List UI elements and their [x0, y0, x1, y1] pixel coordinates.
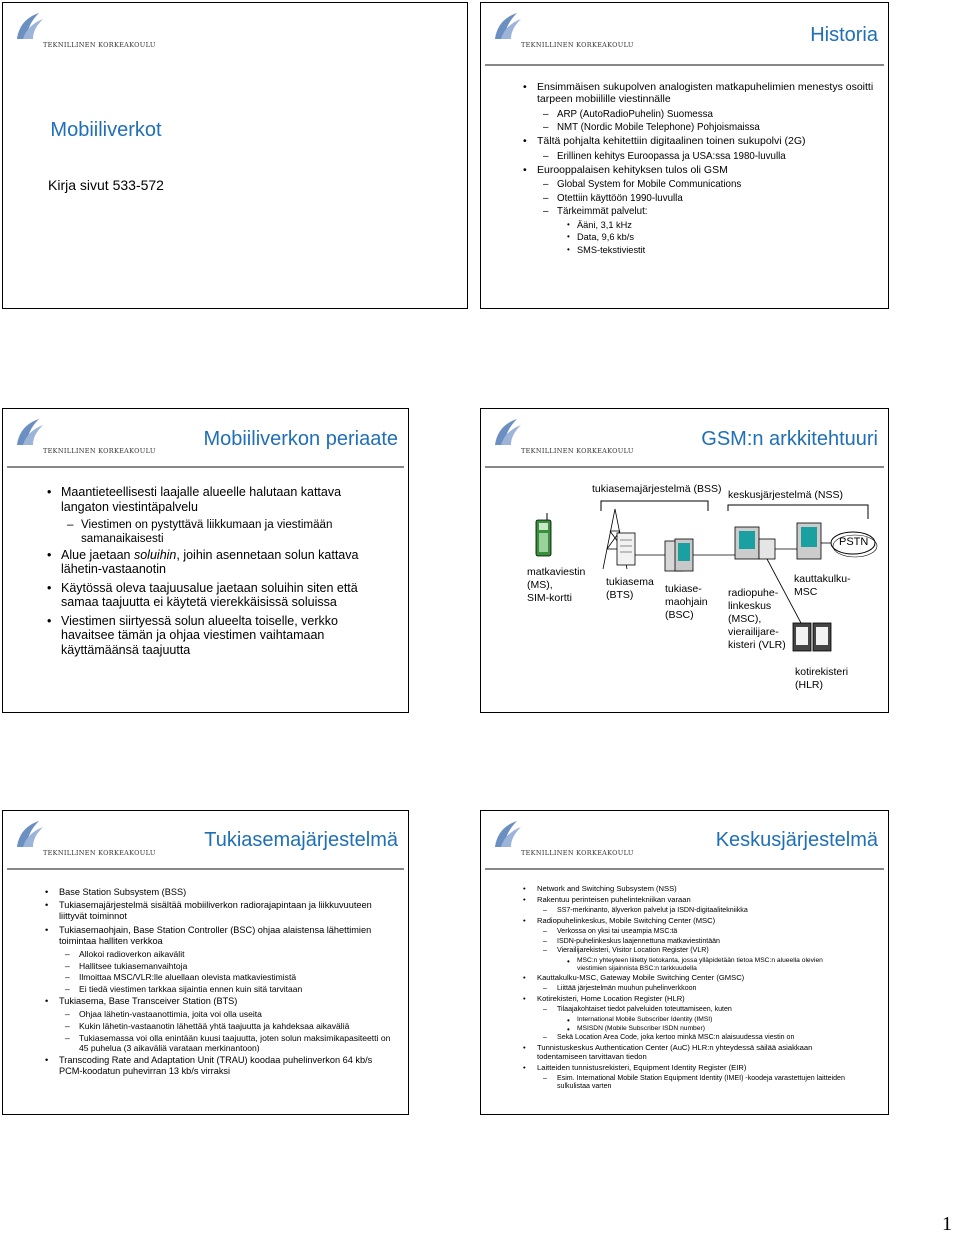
- bullet-level-2: – Tukiasemassa voi olla enintään kuusi taajuutta, joten solun maksimikapasiteetti on 45 puhelua (3 aikaväliä varataan merkinantoon): [79, 1033, 392, 1053]
- hlr-label: [795, 666, 848, 692]
- bullet-level-1: • Tältä pohjalta kehitettiin digitaalinen toinen sukupolvi (2G): [537, 135, 878, 147]
- pstn-label: PSTN: [839, 536, 869, 548]
- bullet-level-3: • International Mobile Subscriber Identity (IMSI): [577, 1016, 852, 1024]
- nss-label: keskusjärjestelmä (NSS): [728, 489, 843, 501]
- logo-text: TEKNILLINEN KORKEAKOULU: [43, 41, 156, 49]
- bts-cabinet-icon: [617, 533, 635, 565]
- logo-flame-icon: [491, 819, 525, 853]
- label-line: (MSC),: [728, 613, 762, 625]
- bullet-level-1: • Ensimmäisen sukupolven analogisten matkapuhelimien menestys osoitti tarpeen mobiilille viestinnälle: [537, 81, 878, 106]
- label-line: maohjain: [665, 596, 708, 608]
- bullet-list: [61, 485, 388, 661]
- bss-label: tukiasemajärjestelmä (BSS): [592, 483, 722, 495]
- title-divider: [7, 466, 404, 468]
- bullet-level-3: • SMS-tekstiviestit: [577, 245, 878, 256]
- bullet-level-2: – ARP (AutoRadioPuhelin) Suomessa: [557, 109, 878, 121]
- slide-title: Tukiasemajärjestelmä: [204, 829, 398, 851]
- logo-text: TEKNILLINEN KORKEAKOULU: [43, 849, 156, 857]
- bullet-level-3: • MSC:n yhteyteen liitetty tietokanta, jossa ylläpidetään tietoa MSC:n alueella olevien viestimien sijainnista BSC:n tarkkuudella: [577, 957, 852, 973]
- title-divider: [485, 64, 884, 66]
- bullet-level-1: • Tukiasemajärjestelmä sisältää mobiiliverkon radiorajapintaan ja liikkuvuuteen liittyvät toiminnot: [59, 900, 392, 922]
- page-number: 1: [942, 1213, 952, 1235]
- label-line: matkaviestin: [527, 566, 586, 578]
- bullet-level-2: – Tärkeimmät palvelut:: [557, 206, 878, 218]
- bullet-level-1: • Laitteiden tunnistusrekisteri, Equipment Identity Register (EIR): [537, 1064, 852, 1073]
- logo-text: TEKNILLINEN KORKEAKOULU: [43, 447, 156, 455]
- label-line: MSC: [794, 586, 818, 598]
- title-divider: [485, 868, 884, 870]
- logo-text: TEKNILLINEN KORKEAKOULU: [521, 849, 634, 857]
- bullet-level-1: • Maantieteellisesti laajalle alueelle halutaan kattava langaton viestintäpalvelu: [61, 485, 388, 515]
- slide-title: GSM:n arkkitehtuuri: [701, 428, 878, 450]
- bullet-list: [59, 887, 392, 1079]
- slide-title: Mobiiliverkot: [50, 119, 162, 141]
- slide-keskusjarjestelma: [480, 810, 889, 1115]
- slide-title: Keskusjärjestelmä: [715, 829, 878, 851]
- label-line: kisteri (VLR): [728, 639, 786, 651]
- bullet-level-1: • Kotirekisteri, Home Location Register (HLR): [537, 995, 852, 1004]
- bullet-level-2: – Sekä Location Area Code, joka kertoo minkä MSC:n alaisuudessa viestin on: [557, 1034, 852, 1042]
- slide-mobiiliverkot: [2, 2, 468, 309]
- mobile-phone-icon: [536, 513, 551, 556]
- bullet-level-2: – Hallitsee tukiasemanvaihtoja: [79, 961, 392, 971]
- bullet-level-2: – NMT (Nordic Mobile Telephone) Pohjoismaissa: [557, 122, 878, 134]
- slide-mobiiliverkon-periaate: [2, 408, 409, 713]
- bullet-level-2: – Verkossa on yksi tai useampia MSC:tä: [557, 928, 852, 936]
- bullet-level-3: • Data, 9,6 kb/s: [577, 232, 878, 243]
- bullet-list: [537, 81, 878, 258]
- bullet-level-2: – Esim. International Mobile Station Equipment Identity (IMEI) -koodeja varastettujen laitteiden sulkulistaa varten: [557, 1075, 852, 1092]
- bsc-label: [665, 583, 708, 622]
- bullet-level-1: • Käytössä oleva taajuusalue jaetaan soluihin siten että samaa taajuutta ei käytetä vierekkäisissä soluissa: [61, 581, 388, 611]
- bullet-level-1: • Kauttakulku-MSC, Gateway Mobile Switching Center (GMSC): [537, 974, 852, 983]
- logo-flame-icon: [13, 417, 47, 451]
- logo-flame-icon: [491, 11, 525, 45]
- msc-cabinet-icon: [735, 527, 775, 559]
- bullet-level-2: – ISDN-puhelinkeskus laajennettuna matkaviestintään: [557, 938, 852, 946]
- bullet-level-2: – Erillinen kehitys Euroopassa ja USA:ssa 1980-luvulla: [557, 151, 878, 163]
- slide-title: Mobiiliverkon periaate: [203, 428, 398, 450]
- bullet-text: , joihin asennetaan solun kattava lähetin-vastaanotin: [61, 547, 359, 577]
- label-line: SIM-kortti: [527, 592, 572, 604]
- logo-flame-icon: [13, 11, 47, 45]
- bullet-level-1: • Rakentuu perinteisen puhelintekniikan varaan: [537, 896, 852, 905]
- bullet-level-1: • Tukiasemaohjain, Base Station Controller (BSC) ohjaa alaistensa lähettimien toimintaa halliten verkkoa: [59, 925, 392, 947]
- bullet-level-2: – Viestimen on pystyttävä liikkumaan ja viestimään samanaikaisesti: [81, 518, 388, 545]
- slide-subtitle: Kirja sivut 533-572: [48, 177, 164, 193]
- slide-gsm-arkkitehtuuri: [480, 408, 889, 713]
- university-logo: [13, 819, 156, 863]
- bullet-level-2: – Kukin lähetin-vastaanotin lähettää yhtä taajuutta ja kahdeksaa aikaväliä: [79, 1021, 392, 1031]
- bullet-level-3: • MSISDN (Mobile Subscriber ISDN number): [577, 1025, 852, 1033]
- ms-label: [527, 566, 585, 605]
- hlr-cabinet-icon: [793, 623, 831, 651]
- bullet-level-2: – Ilmoittaa MSC/VLR:lle aluellaan olevista matkaviestimistä: [79, 972, 392, 982]
- logo-flame-icon: [13, 819, 47, 853]
- bullet-level-1: • Tukiasema, Base Transceiver Station (BTS): [59, 996, 392, 1007]
- bullet-level-1: • Tunnistuskeskus Authentication Center (AuC) HLR:n yhteydessä säilää asiakkaan todentamiseen tarvittavan tiedon: [537, 1044, 852, 1062]
- label-line: (HLR): [795, 679, 823, 691]
- logo-text: TEKNILLINEN KORKEAKOULU: [521, 447, 634, 455]
- label-line: (BTS): [606, 589, 634, 601]
- label-line: kotirekisteri: [795, 666, 849, 678]
- gmsc-label: [794, 573, 851, 599]
- bullet-level-2: – Otettiin käyttöön 1990-luvulla: [557, 193, 878, 205]
- bullet-level-1: • Radiopuhelinkeskus, Mobile Switching Center (MSC): [537, 917, 852, 926]
- bullet-level-2: – Allokoi radioverkon aikavälit: [79, 949, 392, 959]
- gmsc-cabinet-icon: [797, 523, 821, 559]
- bullet-level-2: – Vierailijarekisteri, Visitor Location Register (VLR): [557, 947, 852, 955]
- logo-text: TEKNILLINEN KORKEAKOULU: [521, 41, 634, 49]
- label-line: linkeskus: [728, 600, 772, 612]
- bullet-level-2: – Tilaajakohtaiset tiedot palveluiden toteuttamiseen, kuten: [557, 1006, 852, 1014]
- bullet-emphasis: soluihin: [133, 547, 177, 562]
- bullet-list: [537, 885, 852, 1093]
- university-logo: [13, 417, 156, 461]
- label-line: vierailijare-: [728, 626, 779, 638]
- bullet-text: Alue jaetaan: [61, 547, 134, 562]
- bullet-level-1: • Network and Switching Subsystem (NSS): [537, 885, 852, 894]
- university-logo: [491, 819, 634, 863]
- bullet-level-2: – Liittää järjestelmän muuhun puhelinverkkoon: [557, 985, 852, 993]
- slide-historia: [480, 2, 889, 309]
- bullet-level-1: • Base Station Subsystem (BSS): [59, 887, 392, 898]
- bullet-level-1: • Viestimen siirtyessä solun alueelta toiselle, verkko havaitsee tämän ja ohjaa viestimen vaihtamaan käyttämäänsä taajuutta: [61, 614, 388, 658]
- bullet-level-2: – SS7-merkinanto, älyverkon palvelut ja ISDN-digitaalitekniikka: [557, 907, 852, 915]
- bullet-level-1: [61, 548, 388, 578]
- label-line: kauttakulku-: [794, 573, 851, 585]
- bullet-level-2: – Global System for Mobile Communications: [557, 179, 878, 191]
- bullet-level-3: • Ääni, 3,1 kHz: [577, 220, 878, 231]
- title-divider: [7, 868, 404, 870]
- university-logo: [13, 11, 156, 55]
- slide-title: Historia: [810, 24, 878, 46]
- label-line: tukiase-: [665, 583, 702, 595]
- bullet-level-1: • Eurooppalaisen kehityksen tulos oli GSM: [537, 164, 878, 176]
- bsc-cabinet-icon: [665, 539, 693, 571]
- university-logo: [491, 11, 634, 55]
- bullet-level-2: – Ohjaa lähetin-vastaanottimia, joita voi olla useita: [79, 1009, 392, 1019]
- bullet-level-2: – Ei tiedä viestimen tarkkaa sijaintia ennen kuin sitä tarvitaan: [79, 984, 392, 994]
- bts-label: [606, 576, 654, 602]
- label-line: tukiasema: [606, 576, 654, 588]
- label-line: radiopuhe-: [728, 587, 779, 599]
- bullet-level-1: • Transcoding Rate and Adaptation Unit (TRAU) koodaa puhelinverkon 64 kb/s PCM-koodatun puhevirran 13 kb/s virraksi: [59, 1055, 392, 1077]
- msc-label: [728, 587, 786, 652]
- label-line: (BSC): [665, 609, 694, 621]
- slide-tukiasemajarjestelma: [2, 810, 409, 1115]
- label-line: (MS),: [527, 579, 553, 591]
